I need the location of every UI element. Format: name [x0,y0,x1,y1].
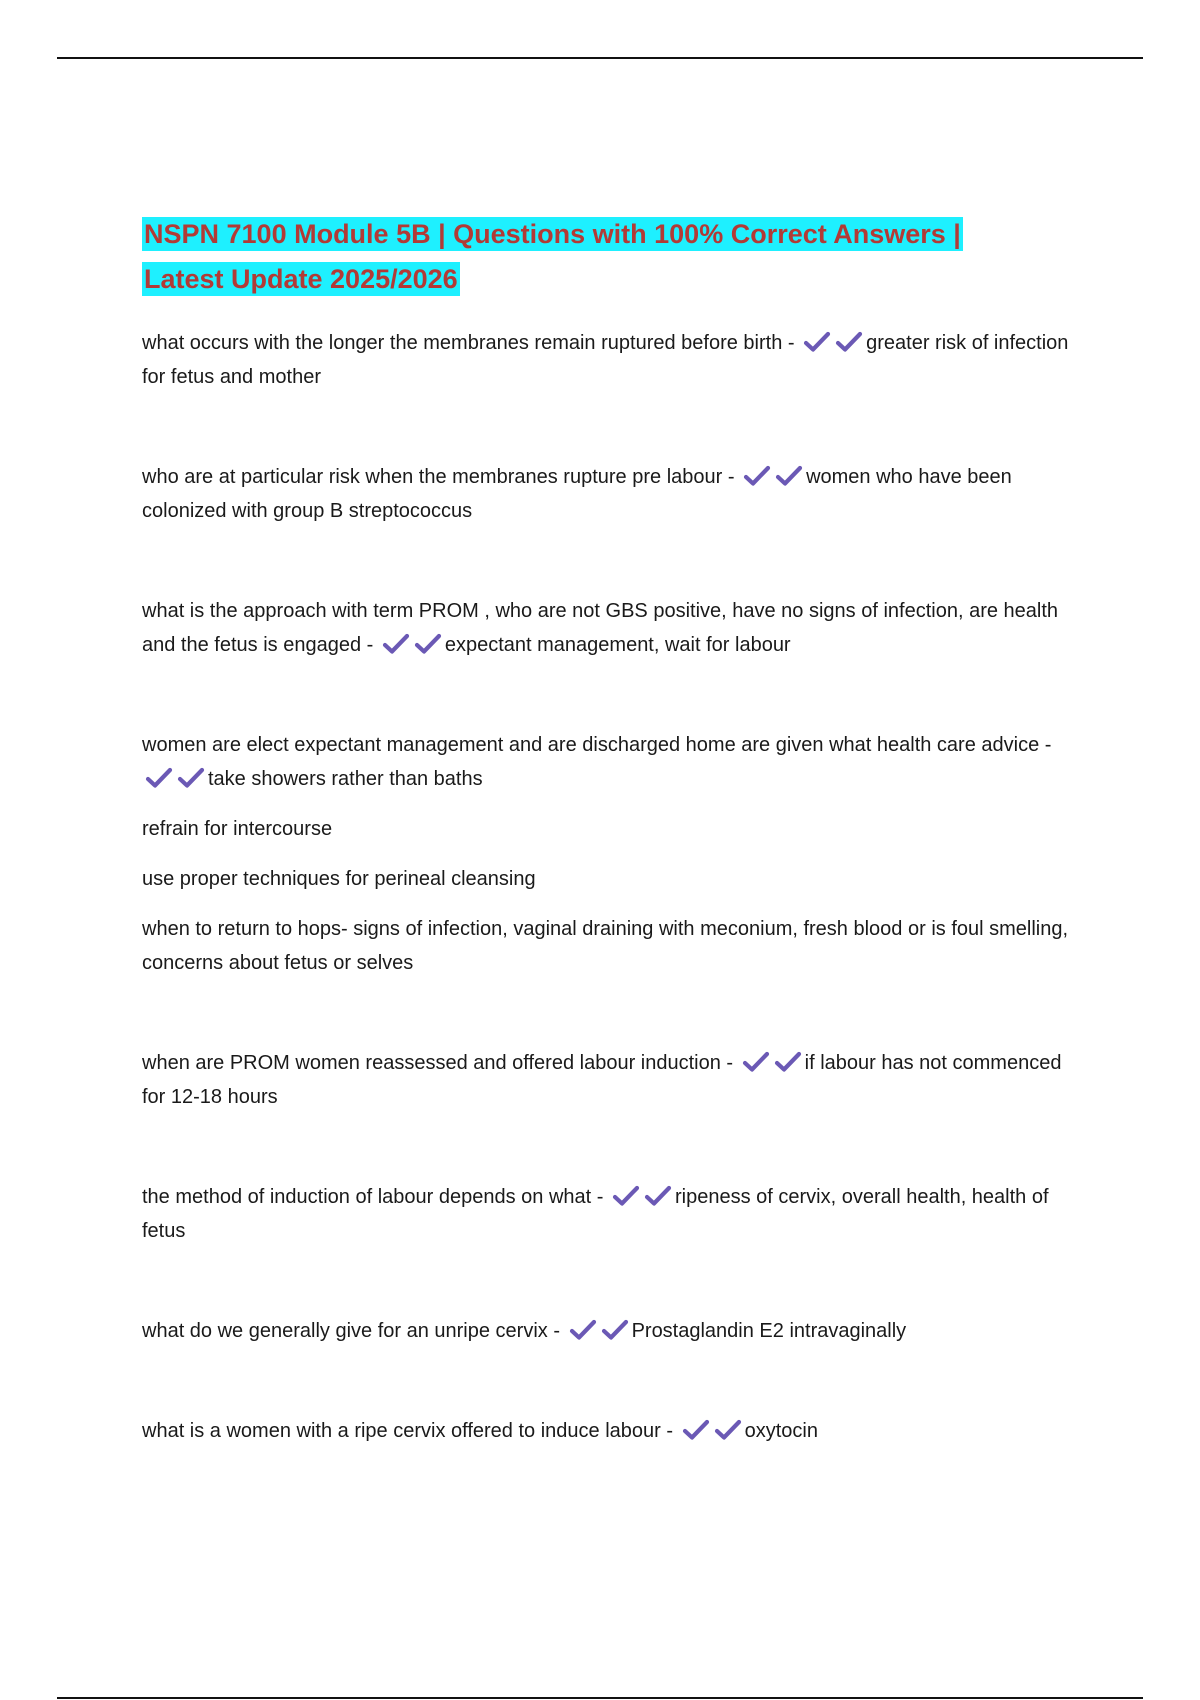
document-body [142,212,1072,1448]
question-text: what do we generally give for an unripe cervix - [142,1320,560,1342]
answer-marker [569,1318,629,1340]
check-icon [803,330,831,352]
question-text: what is a women with a ripe cervix offered to induce labour - [142,1420,674,1442]
qa-item [142,594,1072,662]
check-icon [569,1318,597,1340]
check-icon [601,1318,629,1340]
question-text: women are elect expectant management and are discharged home are given what health care advice - [142,734,1052,756]
check-icon [612,1184,640,1206]
answer-text: Prostaglandin E2 intravaginally [631,1320,907,1342]
footer-rule [57,1697,1143,1699]
answer-marker [382,632,442,654]
title-line-2: Latest Update 2025/2026 [144,264,458,294]
check-icon [145,766,173,788]
question-text: the method of induction of labour depends on what - [142,1186,604,1208]
answer-marker [682,1418,742,1440]
check-icon [774,1050,802,1072]
answer-text: take showers rather than baths [208,768,483,790]
answer-marker [612,1184,672,1206]
qa-item [142,1414,1072,1448]
check-icon [682,1418,710,1440]
qa-item [142,728,1072,980]
qa-item [142,1180,1072,1248]
check-icon [177,766,205,788]
answer-marker [742,1050,802,1072]
answer-marker [743,464,803,486]
check-icon [835,330,863,352]
check-icon [414,632,442,654]
answer-extra-line: use proper techniques for perineal cleansing [142,868,536,890]
qa-item [142,1046,1072,1114]
check-icon [775,464,803,486]
question-text: what is the approach with term PROM , who are not GBS positive, have no signs of infection, are health and the fetus is engaged - [142,600,1059,656]
question-text: who are at particular risk when the membranes rupture pre labour - [142,466,735,488]
title-line-1: NSPN 7100 Module 5B | Questions with 100% Correct Answers | [144,219,961,249]
answer-marker [145,766,205,788]
document-title [142,212,1072,302]
question-text: what occurs with the longer the membranes remain ruptured before birth - [142,332,795,354]
qa-item [142,460,1072,528]
answer-text: greater risk of infection for fetus and mother [142,332,1069,388]
answer-marker [803,330,863,352]
answer-extra-line: when to return to hops- signs of infection, vaginal draining with meconium, fresh blood or is foul smelling, concerns about fetus or selves [142,918,1069,974]
answer-text: oxytocin [744,1420,818,1442]
check-icon [714,1418,742,1440]
header-rule [57,57,1143,59]
answer-text: women who have been colonized with group B streptococcus [142,466,1012,522]
qa-item [142,1314,1072,1348]
check-icon [644,1184,672,1206]
answer-text: expectant management, wait for labour [444,634,791,656]
question-text: when are PROM women reassessed and offered labour induction - [142,1052,734,1074]
qa-item [142,326,1072,394]
answer-text: ripeness of cervix, overall health, health of fetus [142,1186,1049,1242]
check-icon [382,632,410,654]
answer-text: if labour has not commenced for 12-18 hours [142,1052,1062,1108]
check-icon [742,1050,770,1072]
answer-extra-line: refrain for intercourse [142,818,333,840]
check-icon [743,464,771,486]
qa-list [142,326,1072,1448]
